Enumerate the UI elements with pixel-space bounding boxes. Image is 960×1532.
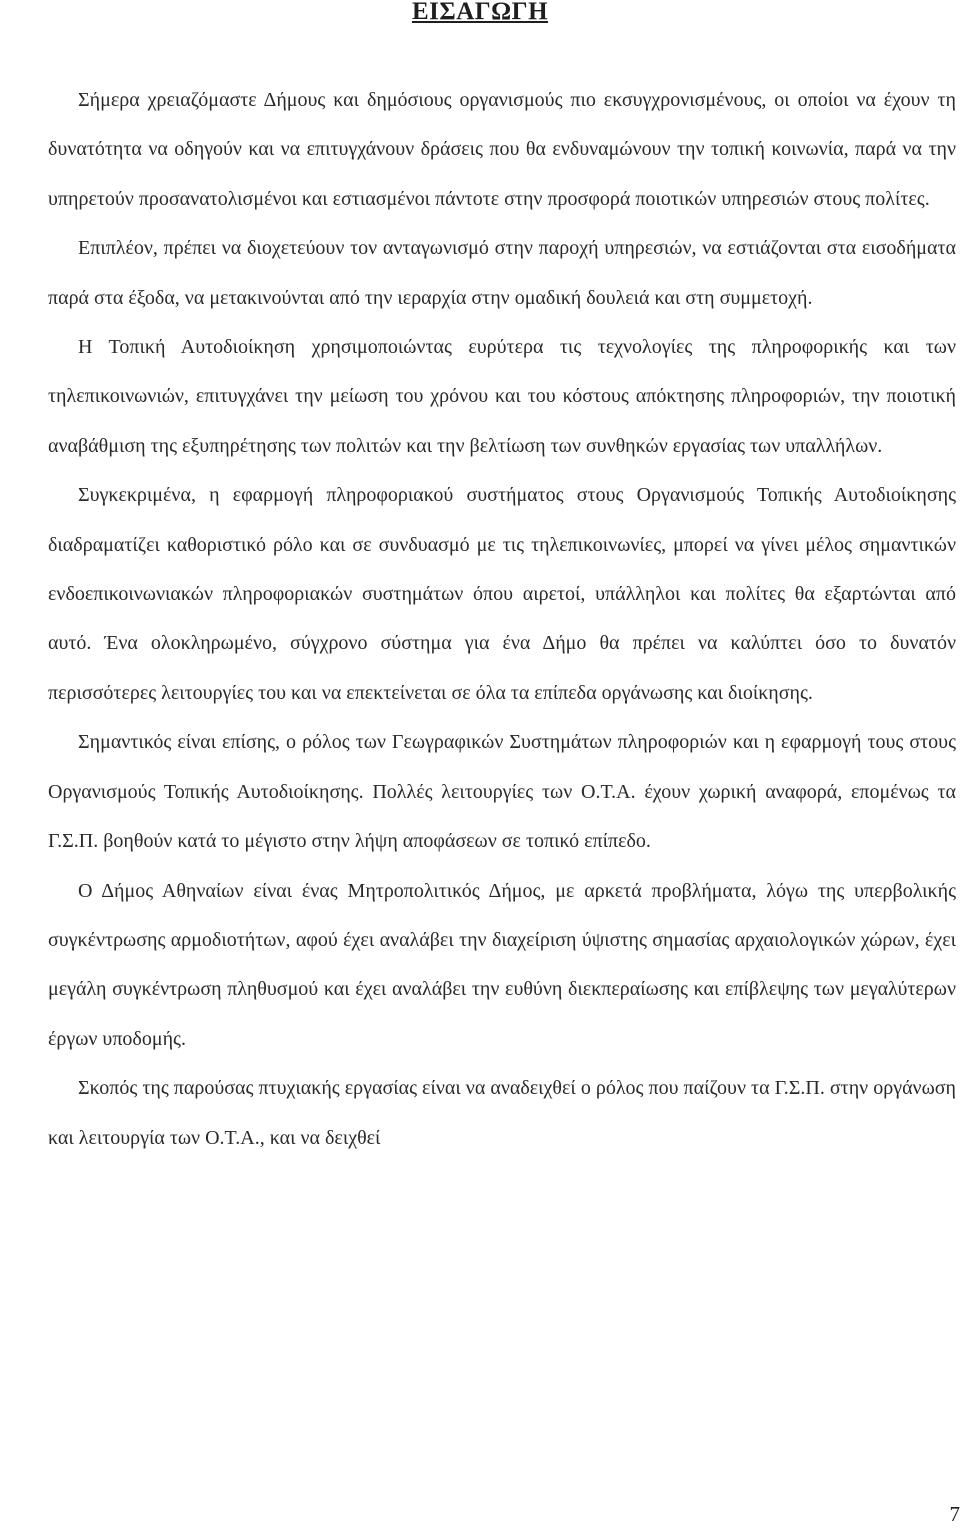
- paragraph: Σημαντικός είναι επίσης, ο ρόλος των Γεωγραφικών Συστημάτων πληροφοριών και η εφαρμογή τους στους Οργανισμούς Τοπικής Αυτοδιοίκησης. Πολλές λειτουργίες των Ο.Τ.Α. έχουν χωρική αναφορά, επομένως τα Γ.Σ.Π. βοηθούν κατά το μέγιστο στην λήψη αποφάσεων σε τοπικό επίπεδο.: [48, 731, 956, 853]
- page-title: ΕΙΣΑΓΩΓΗ: [411, 0, 549, 25]
- paragraph: Ο Δήμος Αθηναίων είναι ένας Μητροπολιτικός Δήμος, με αρκετά προβλήματα, λόγω της υπερβολικής συγκέντρωσης αρμοδιοτήτων, αφού έχει αναλάβει την διαχείριση ύψιστης σημασίας αρχαιολογικών χώρων, έχει μεγάλη συγκέντρωση πληθυσμού και έχει αναλάβει την ευθύνη διεκπεραίωσης και επίβλεψης των μεγαλύτερων έργων υποδομής.: [48, 879, 956, 1050]
- paragraph: Επιπλέον, πρέπει να διοχετεύουν τον ανταγωνισμό στην παροχή υπηρεσιών, να εστιάζονται στα εισοδήματα παρά στα έξοδα, να μετακινούνται από την ιεραρχία στην ομαδική δουλειά και στη συμμετοχή.: [48, 237, 956, 309]
- paragraph: Συγκεκριμένα, η εφαρμογή πληροφοριακού συστήματος στους Οργανισμούς Τοπικής Αυτοδιοίκησης διαδραματίζει καθοριστικό ρόλο και σε συνδυασμό με τις τηλεπικοινωνίες, μπορεί να γίνει μέλος σημαντικών ενδοεπικοινωνιακών πληροφοριακών συστημάτων όπου αιρετοί, υπάλληλοι και πολίτες θα εξαρτώνται από αυτό. Ένα ολοκληρωμένο, σύγχρονο σύστημα για ένα Δήμο θα πρέπει να καλύπτει όσο το δυνατόν περισσότερες λειτουργίες του και να επεκτείνεται σε όλα τα επίπεδα οργάνωσης και διοίκησης.: [48, 484, 956, 704]
- paragraph: Σκοπός της παρούσας πτυχιακής εργασίας είναι να αναδειχθεί ο ρόλος που παίζουν τα Γ.Σ.Π. στην οργάνωση και λειτουργία των Ο.Τ.Α., και να δειχθεί: [48, 1077, 956, 1149]
- paragraph: Η Τοπική Αυτοδιοίκηση χρησιμοποιώντας ευρύτερα τις τεχνολογίες της πληροφορικής και των τηλεπικοινωνιών, επιτυγχάνει την μείωση του χρόνου και του κόστους απόκτησης πληροφοριών, την ποιοτική αναβάθμιση της εξυπηρέτησης των πολιτών και την βελτίωση των συνθηκών εργασίας των υπαλλήλων.: [48, 336, 956, 457]
- paragraph: Σήμερα χρειαζόμαστε Δήμους και δημόσιους οργανισμούς πιο εκσυγχρονισμένους, οι οποίοι να έχουν τη δυνατότητα να οδηγούν και να επιτυγχάνουν δράσεις που θα ενδυναμώνουν την τοπική κοινωνία, παρά να την υπηρετούν προσανατολισμένοι και εστιασμένοι πάντοτε στην προσφορά ποιοτικών υπηρεσιών στους πολίτες.: [48, 89, 956, 210]
- document-body: [48, 76, 956, 1163]
- page-number: 7: [949, 1502, 960, 1526]
